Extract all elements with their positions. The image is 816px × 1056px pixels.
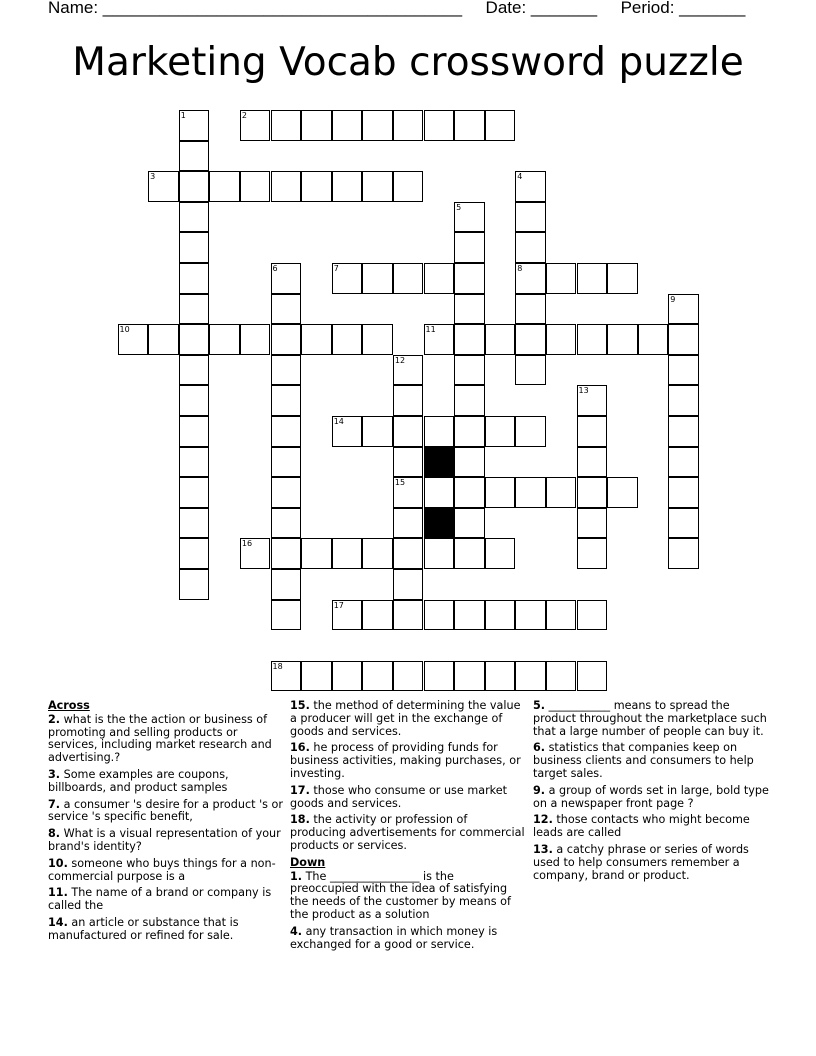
date-field-label[interactable]: Date: _______ (485, 0, 598, 17)
grid-cell[interactable] (118, 324, 149, 355)
grid-cell[interactable] (271, 600, 302, 631)
clue-text: what is the the action or business of promoting and selling products or services, including market research and advertising.? (48, 712, 272, 765)
grid-cell[interactable] (271, 508, 302, 539)
grid-cell[interactable] (393, 538, 424, 569)
clue-number-label: 15 (394, 478, 406, 488)
grid-cell[interactable] (668, 294, 699, 325)
grid-cell[interactable] (607, 263, 638, 294)
grid-cell[interactable] (332, 171, 363, 202)
clue-number: 7. (48, 797, 61, 811)
grid-cell[interactable] (179, 110, 210, 141)
grid-cell[interactable] (424, 600, 455, 631)
grid-cell[interactable] (577, 324, 608, 355)
grid-cell[interactable] (332, 110, 363, 141)
clue-text: those who consume or use market goods and services. (290, 783, 508, 810)
grid-cell[interactable] (179, 294, 210, 325)
grid-cell[interactable] (362, 324, 393, 355)
clue-down (290, 926, 526, 952)
grid-cell[interactable] (271, 263, 302, 294)
grid-cell[interactable] (454, 447, 485, 478)
grid-cell[interactable] (454, 294, 485, 325)
grid-cell[interactable] (485, 661, 516, 692)
grid-cell[interactable] (454, 110, 485, 141)
clue-number: 10. (48, 856, 68, 870)
grid-cell[interactable] (179, 202, 210, 233)
clue-number-label: 8 (517, 264, 523, 273)
clue-number-label: 12 (394, 355, 406, 365)
grid-cell[interactable] (454, 232, 485, 263)
grid-cell[interactable] (515, 324, 546, 355)
clue-across (290, 700, 526, 738)
grid-cell[interactable] (271, 294, 302, 325)
grid-cell[interactable] (546, 324, 577, 355)
grid-cell[interactable] (454, 355, 485, 386)
grid-cell[interactable] (301, 110, 332, 141)
grid-cell[interactable] (393, 447, 424, 478)
grid-cell[interactable] (424, 324, 455, 355)
grid-cell[interactable] (485, 600, 516, 631)
grid-cell[interactable] (271, 416, 302, 447)
grid-cell[interactable] (454, 477, 485, 508)
clues-column-1 (48, 700, 284, 947)
grid-cell[interactable] (148, 324, 179, 355)
grid-cell[interactable] (271, 661, 302, 692)
grid-cell[interactable] (454, 661, 485, 692)
clue-number: 5. (533, 699, 546, 712)
down-heading: Down (290, 855, 326, 869)
clue-number-label: 11 (425, 325, 436, 335)
grid-cell[interactable] (515, 202, 546, 233)
period-field-label[interactable]: Period: _______ (620, 0, 746, 17)
grid-cell[interactable] (424, 661, 455, 692)
black-square (424, 447, 455, 478)
grid-cell[interactable] (179, 171, 210, 202)
grid-cell[interactable] (515, 416, 546, 447)
grid-cell[interactable] (240, 171, 271, 202)
clue-text: ___________ means to spread the product throughout the marketplace such that a large number of people can buy it. (533, 699, 767, 738)
grid-cell[interactable] (332, 600, 363, 631)
grid-cell[interactable] (301, 324, 332, 355)
grid-cell[interactable] (393, 385, 424, 416)
grid-cell[interactable] (271, 385, 302, 416)
grid-cell[interactable] (668, 385, 699, 416)
clue-text: statistics that companies keep on business clients and consumers to help target sales. (533, 741, 754, 780)
grid-cell[interactable] (179, 508, 210, 539)
grid-cell[interactable] (179, 232, 210, 263)
grid-cell[interactable] (362, 263, 393, 294)
grid-cell[interactable] (577, 477, 608, 508)
grid-cell[interactable] (424, 416, 455, 447)
clue-text: a group of words set in large, bold type on a newspaper front page ? (533, 783, 769, 810)
grid-cell[interactable] (454, 324, 485, 355)
grid-cell[interactable] (515, 355, 546, 386)
clue-number: 6. (533, 741, 546, 755)
grid-cell[interactable] (332, 263, 363, 294)
grid-cell[interactable] (362, 416, 393, 447)
grid-cell[interactable] (546, 661, 577, 692)
grid-cell[interactable] (393, 661, 424, 692)
grid-cell[interactable] (301, 538, 332, 569)
grid-cell[interactable] (179, 324, 210, 355)
grid-cell[interactable] (454, 416, 485, 447)
grid-cell[interactable] (424, 110, 455, 141)
grid-cell[interactable] (393, 171, 424, 202)
clue-text: The ________________ is the preoccupied with the idea of satisfying the needs of the customer by means of the product as a solution (290, 869, 511, 921)
clue-number: 16. (290, 741, 310, 755)
clue-text: The name of a brand or company is called the (48, 886, 272, 913)
clue-number: 14. (48, 915, 68, 929)
grid-cell[interactable] (393, 263, 424, 294)
grid-cell[interactable] (393, 508, 424, 539)
grid-cell[interactable] (485, 538, 516, 569)
grid-cell[interactable] (424, 538, 455, 569)
grid-cell[interactable] (179, 538, 210, 569)
grid-cell[interactable] (454, 263, 485, 294)
across-heading: Across (48, 699, 90, 712)
grid-cell[interactable] (362, 538, 393, 569)
clue-number-label: 1 (180, 111, 186, 120)
grid-cell[interactable] (179, 569, 210, 600)
clue-down (533, 742, 769, 780)
clue-down (533, 785, 769, 811)
clue-down (533, 700, 769, 738)
grid-cell[interactable] (577, 416, 608, 447)
clue-down (533, 844, 769, 882)
grid-cell[interactable] (179, 355, 210, 386)
grid-cell[interactable] (668, 355, 699, 386)
clue-text: Some examples are coupons, billboards, and product samples (48, 767, 229, 794)
grid-cell[interactable] (515, 294, 546, 325)
name-field-label[interactable]: Name: ______________________________________ (48, 0, 463, 17)
clue-number-label: 6 (272, 264, 278, 273)
grid-cell[interactable] (362, 661, 393, 692)
grid-cell[interactable] (240, 538, 271, 569)
clue-text: a catchy phrase or series of words used to help consumers remember a company, brand or product. (533, 842, 749, 882)
clue-across (48, 769, 284, 795)
grid-cell[interactable] (546, 263, 577, 294)
grid-cell[interactable] (577, 447, 608, 478)
clue-text: an article or substance that is manufactured or refined for sale. (48, 915, 239, 942)
clue-number: 15. (290, 699, 310, 712)
clue-across (48, 799, 284, 825)
grid-cell[interactable] (271, 477, 302, 508)
clue-number: 12. (533, 813, 553, 827)
grid-cell[interactable] (668, 508, 699, 539)
grid-cell[interactable] (271, 569, 302, 600)
clue-number-label: 10 (119, 325, 130, 335)
grid-cell[interactable] (668, 477, 699, 508)
grid-cell[interactable] (577, 600, 608, 631)
grid-cell[interactable] (424, 263, 455, 294)
grid-cell[interactable] (271, 324, 302, 355)
grid-cell[interactable] (393, 477, 424, 508)
clue-number: 17. (290, 783, 310, 797)
clue-number: 13. (533, 842, 553, 856)
clue-across (48, 714, 284, 765)
grid-cell[interactable] (454, 508, 485, 539)
clue-across (48, 858, 284, 884)
grid-cell[interactable] (362, 110, 393, 141)
grid-cell[interactable] (301, 171, 332, 202)
grid-cell[interactable] (424, 477, 455, 508)
clue-across (290, 814, 526, 852)
grid-cell[interactable] (393, 110, 424, 141)
grid-cell[interactable] (332, 538, 363, 569)
clues-column-3 (533, 700, 769, 886)
clues-column-2 (290, 700, 526, 955)
clue-number: 9. (533, 783, 546, 797)
clue-number: 4. (290, 924, 303, 938)
clue-across (290, 742, 526, 780)
clue-number: 3. (48, 767, 61, 781)
grid-cell[interactable] (271, 171, 302, 202)
grid-cell[interactable] (179, 385, 210, 416)
grid-cell[interactable] (240, 110, 271, 141)
clue-number: 18. (290, 813, 310, 827)
grid-cell[interactable] (271, 447, 302, 478)
clue-number: 2. (48, 712, 61, 726)
grid-cell[interactable] (148, 171, 179, 202)
clue-across (48, 887, 284, 913)
clue-across (290, 785, 526, 811)
clue-down (290, 871, 526, 922)
clue-text: the method of determining the value a producer will get in the exchange of goods and services. (290, 699, 521, 738)
grid-cell[interactable] (638, 324, 669, 355)
grid-cell[interactable] (240, 324, 271, 355)
clue-down (533, 814, 769, 840)
grid-cell[interactable] (209, 171, 240, 202)
grid-cell[interactable] (485, 324, 516, 355)
grid-cell[interactable] (515, 600, 546, 631)
grid-cell[interactable] (362, 171, 393, 202)
grid-cell[interactable] (179, 477, 210, 508)
grid-cell[interactable] (362, 600, 393, 631)
grid-cell[interactable] (209, 324, 240, 355)
clue-number-label: 3 (150, 172, 156, 182)
grid-cell[interactable] (393, 600, 424, 631)
grid-cell[interactable] (485, 416, 516, 447)
clue-number-label: 9 (670, 294, 676, 304)
grid-cell[interactable] (393, 355, 424, 386)
grid-cell[interactable] (668, 324, 699, 355)
clue-number-label: 14 (333, 417, 344, 426)
grid-cell[interactable] (668, 416, 699, 447)
grid-cell[interactable] (454, 385, 485, 416)
clue-number-label: 7 (333, 264, 339, 273)
clue-across (48, 917, 284, 943)
grid-cell[interactable] (577, 385, 608, 416)
clue-number: 11. (48, 886, 68, 900)
grid-cell[interactable] (515, 661, 546, 692)
clue-text: any transaction in which money is exchanged for a good or service. (290, 924, 498, 951)
grid-cell[interactable] (179, 263, 210, 294)
grid-cell[interactable] (577, 661, 608, 692)
black-square (424, 508, 455, 539)
clue-text: those contacts who might become leads are called (533, 813, 750, 840)
grid-cell[interactable] (179, 141, 210, 172)
grid-cell[interactable] (179, 416, 210, 447)
clue-number: 8. (48, 827, 61, 841)
grid-cell[interactable] (577, 263, 608, 294)
grid-cell[interactable] (332, 661, 363, 692)
grid-cell[interactable] (271, 355, 302, 386)
clue-text: the activity or profession of producing advertisements for commercial products or services. (290, 813, 525, 852)
grid-cell[interactable] (515, 232, 546, 263)
grid-cell[interactable] (668, 538, 699, 569)
clue-number-label: 16 (241, 539, 253, 549)
clue-number-label: 18 (272, 661, 283, 671)
clue-text: What is a visual representation of your brand's identity? (48, 827, 281, 853)
clue-number-label: 5 (456, 202, 462, 212)
grid-cell[interactable] (485, 477, 516, 508)
grid-cell[interactable] (271, 110, 302, 141)
clue-text: he process of providing funds for business activities, making purchases, or investing. (290, 741, 521, 780)
clue-text: someone who buys things for a non-commercial purpose is a (48, 856, 276, 883)
grid-cell[interactable] (454, 538, 485, 569)
grid-cell[interactable] (393, 416, 424, 447)
clue-text: a consumer 's desire for a product 's or service 's specific benefit, (48, 797, 283, 824)
grid-cell[interactable] (454, 202, 485, 233)
grid-cell[interactable] (301, 661, 332, 692)
grid-cell[interactable] (393, 569, 424, 600)
grid-cell[interactable] (577, 538, 608, 569)
puzzle-title: Marketing Vocab crossword puzzle (72, 40, 744, 85)
grid-cell[interactable] (332, 324, 363, 355)
grid-cell[interactable] (179, 447, 210, 478)
grid-cell[interactable] (454, 600, 485, 631)
clue-across (48, 828, 284, 854)
grid-cell[interactable] (515, 263, 546, 294)
clue-number-label: 13 (578, 386, 589, 396)
grid-cell[interactable] (607, 477, 638, 508)
clue-number-label: 4 (517, 172, 523, 182)
clue-number-label: 17 (333, 600, 344, 610)
grid-cell[interactable] (577, 508, 608, 539)
grid-cell[interactable] (515, 477, 546, 508)
clue-number: 1. (290, 869, 303, 883)
grid-cell[interactable] (271, 538, 302, 569)
grid-cell[interactable] (546, 477, 577, 508)
grid-cell[interactable] (546, 600, 577, 631)
grid-cell[interactable] (515, 171, 546, 202)
grid-cell[interactable] (485, 110, 516, 141)
grid-cell[interactable] (668, 447, 699, 478)
grid-cell[interactable] (607, 324, 638, 355)
grid-cell[interactable] (332, 416, 363, 447)
clue-number-label: 2 (241, 111, 247, 120)
